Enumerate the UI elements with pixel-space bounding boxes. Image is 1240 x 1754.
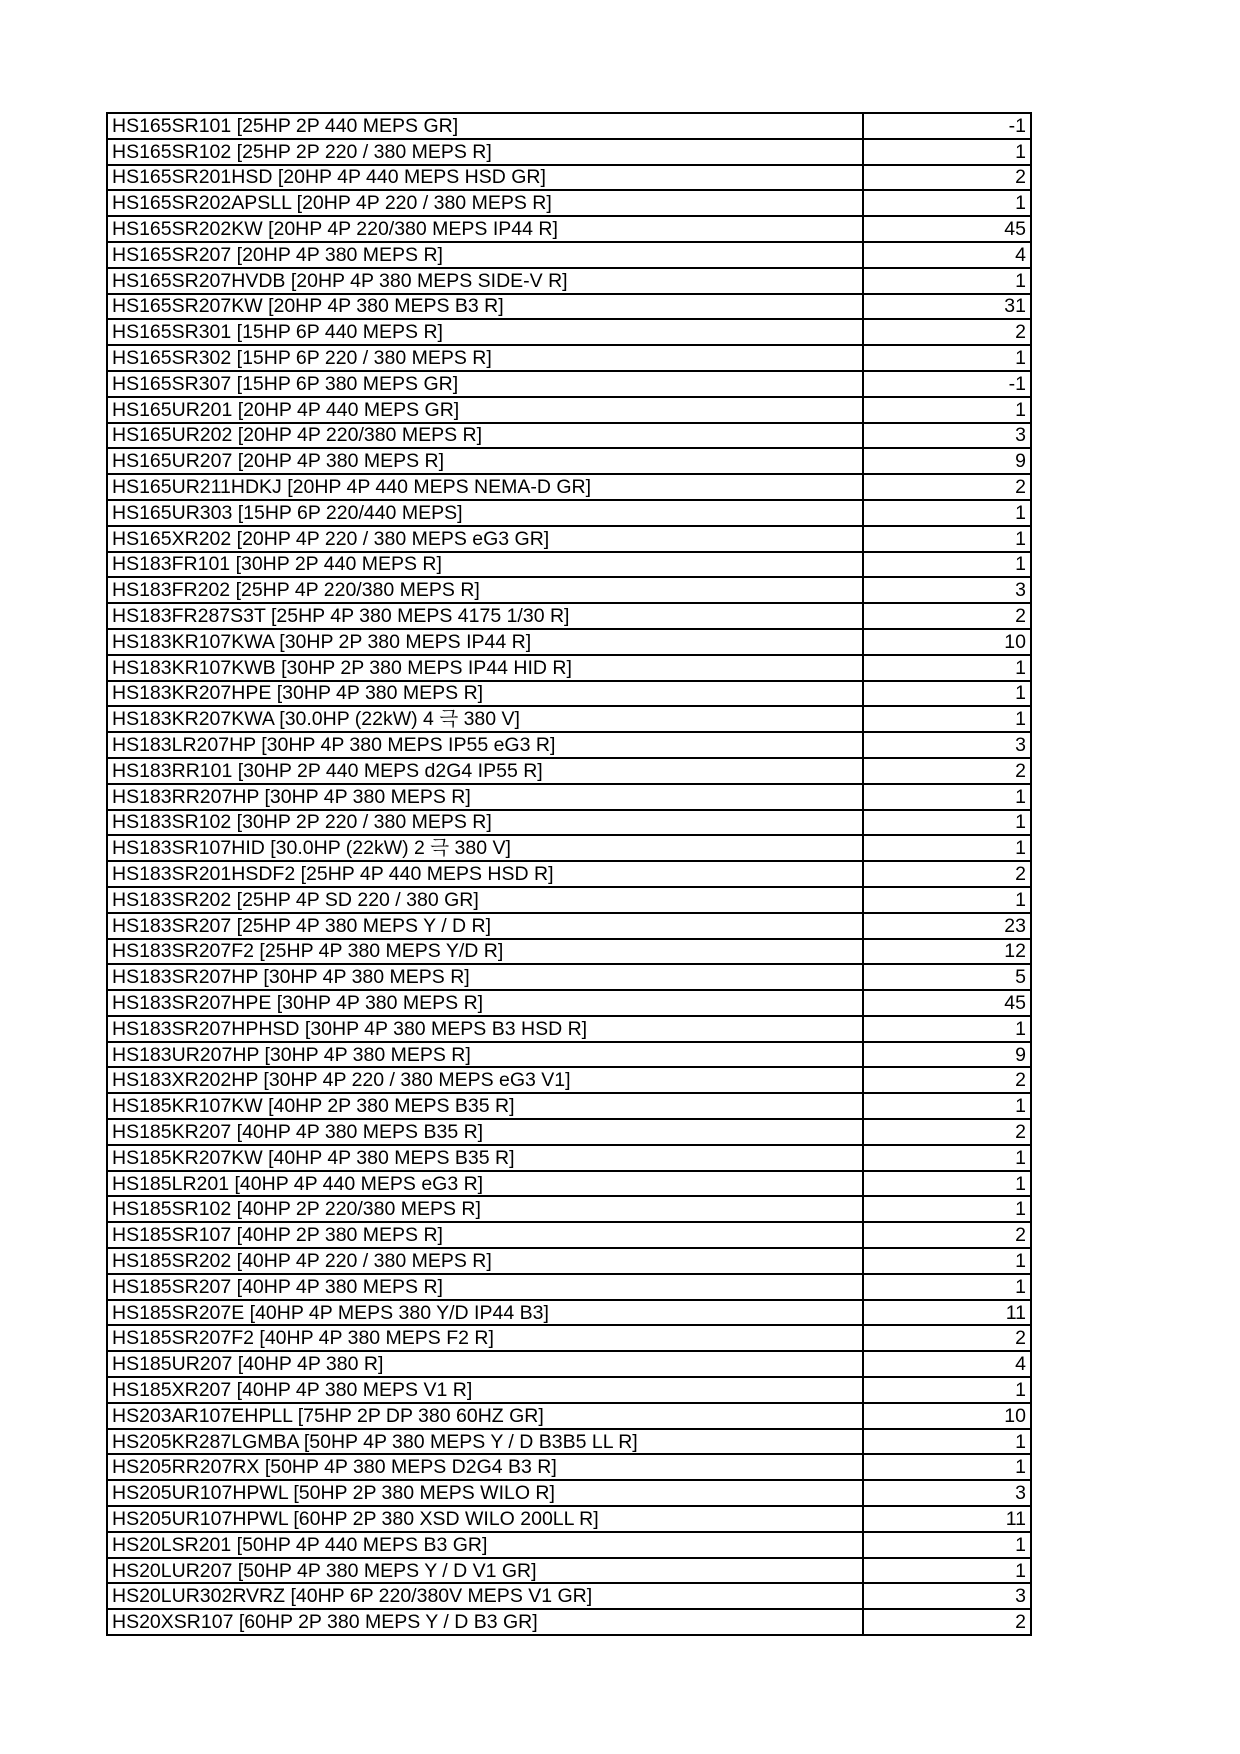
table-row: [107, 448, 1031, 474]
table-row: [107, 810, 1031, 836]
model-description-cell: HS20LUR302RVRZ [40HP 6P 220/380V MEPS V1 GR]: [107, 1583, 863, 1609]
model-description-cell: HS183SR207 [25HP 4P 380 MEPS Y / D R]: [107, 913, 863, 939]
quantity-cell: 31: [863, 294, 1031, 320]
quantity-cell: 3: [863, 1583, 1031, 1609]
model-description-cell: HS183FR202 [25HP 4P 220/380 MEPS R]: [107, 577, 863, 603]
inventory-table-body: [107, 113, 1031, 1635]
model-description-cell: HS205KR287LGMBA [50HP 4P 380 MEPS Y / D B3B5 LL R]: [107, 1429, 863, 1455]
model-description-cell: HS183KR207HPE [30HP 4P 380 MEPS R]: [107, 681, 863, 707]
model-description-cell: HS165UR207 [20HP 4P 380 MEPS R]: [107, 448, 863, 474]
table-row: [107, 474, 1031, 500]
table-row: [107, 835, 1031, 861]
model-description-cell: HS185LR201 [40HP 4P 440 MEPS eG3 R]: [107, 1171, 863, 1197]
quantity-cell: 1: [863, 1093, 1031, 1119]
model-description-cell: HS183UR207HP [30HP 4P 380 MEPS R]: [107, 1042, 863, 1068]
table-row: [107, 1119, 1031, 1145]
table-row: [107, 1609, 1031, 1635]
table-row: [107, 1325, 1031, 1351]
quantity-cell: 45: [863, 990, 1031, 1016]
quantity-cell: 2: [863, 165, 1031, 191]
table-row: [107, 1351, 1031, 1377]
model-description-cell: HS165SR301 [15HP 6P 440 MEPS R]: [107, 319, 863, 345]
model-description-cell: HS165UR303 [15HP 6P 220/440 MEPS]: [107, 500, 863, 526]
model-description-cell: HS183KR107KWA [30HP 2P 380 MEPS IP44 R]: [107, 629, 863, 655]
quantity-cell: 23: [863, 913, 1031, 939]
table-row: [107, 577, 1031, 603]
model-description-cell: HS183SR207HPE [30HP 4P 380 MEPS R]: [107, 990, 863, 1016]
quantity-cell: 1: [863, 345, 1031, 371]
quantity-cell: 1: [863, 397, 1031, 423]
quantity-cell: 1: [863, 1274, 1031, 1300]
quantity-cell: 1: [863, 655, 1031, 681]
model-description-cell: HS20XSR107 [60HP 2P 380 MEPS Y / D B3 GR]: [107, 1609, 863, 1635]
quantity-cell: 11: [863, 1506, 1031, 1532]
quantity-cell: 3: [863, 1480, 1031, 1506]
table-row: [107, 758, 1031, 784]
table-row: [107, 1558, 1031, 1584]
table-row: [107, 732, 1031, 758]
quantity-cell: 3: [863, 423, 1031, 449]
quantity-cell: 1: [863, 810, 1031, 836]
table-row: [107, 990, 1031, 1016]
model-description-cell: HS183SR201HSDF2 [25HP 4P 440 MEPS HSD R]: [107, 861, 863, 887]
table-row: [107, 913, 1031, 939]
model-description-cell: HS183SR207F2 [25HP 4P 380 MEPS Y/D R]: [107, 939, 863, 965]
quantity-cell: 12: [863, 939, 1031, 965]
quantity-cell: -1: [863, 113, 1031, 139]
table-row: [107, 1016, 1031, 1042]
quantity-cell: 1: [863, 1429, 1031, 1455]
quantity-cell: 1: [863, 1558, 1031, 1584]
quantity-cell: -1: [863, 371, 1031, 397]
table-row: [107, 268, 1031, 294]
model-description-cell: HS165SR207 [20HP 4P 380 MEPS R]: [107, 242, 863, 268]
model-description-cell: HS20LUR207 [50HP 4P 380 MEPS Y / D V1 GR]: [107, 1558, 863, 1584]
model-description-cell: HS205RR207RX [50HP 4P 380 MEPS D2G4 B3 R]: [107, 1454, 863, 1480]
quantity-cell: 1: [863, 706, 1031, 732]
quantity-cell: 2: [863, 319, 1031, 345]
table-row: [107, 1067, 1031, 1093]
table-row: [107, 1093, 1031, 1119]
model-description-cell: HS185UR207 [40HP 4P 380 R]: [107, 1351, 863, 1377]
table-row: [107, 1583, 1031, 1609]
inventory-sheet: [106, 112, 1030, 1636]
quantity-cell: 3: [863, 732, 1031, 758]
model-description-cell: HS183XR202HP [30HP 4P 220 / 380 MEPS eG3 V1]: [107, 1067, 863, 1093]
table-row: [107, 397, 1031, 423]
model-description-cell: HS165SR201HSD [20HP 4P 440 MEPS HSD GR]: [107, 165, 863, 191]
table-row: [107, 784, 1031, 810]
table-row: [107, 500, 1031, 526]
model-description-cell: HS185KR207KW [40HP 4P 380 MEPS B35 R]: [107, 1145, 863, 1171]
quantity-cell: 4: [863, 1351, 1031, 1377]
model-description-cell: HS205UR107HPWL [50HP 2P 380 MEPS WILO R]: [107, 1480, 863, 1506]
model-description-cell: HS165SR202APSLL [20HP 4P 220 / 380 MEPS R]: [107, 190, 863, 216]
table-row: [107, 294, 1031, 320]
quantity-cell: 2: [863, 758, 1031, 784]
model-description-cell: HS165UR201 [20HP 4P 440 MEPS GR]: [107, 397, 863, 423]
quantity-cell: 1: [863, 681, 1031, 707]
table-row: [107, 139, 1031, 165]
quantity-cell: 1: [863, 1171, 1031, 1197]
model-description-cell: HS185SR207F2 [40HP 4P 380 MEPS F2 R]: [107, 1325, 863, 1351]
table-row: [107, 552, 1031, 578]
table-row: [107, 1454, 1031, 1480]
table-row: [107, 216, 1031, 242]
quantity-cell: 5: [863, 964, 1031, 990]
table-row: [107, 1145, 1031, 1171]
model-description-cell: HS185SR202 [40HP 4P 220 / 380 MEPS R]: [107, 1248, 863, 1274]
table-row: [107, 861, 1031, 887]
table-row: [107, 706, 1031, 732]
model-description-cell: HS185SR102 [40HP 2P 220/380 MEPS R]: [107, 1196, 863, 1222]
table-row: [107, 1248, 1031, 1274]
model-description-cell: HS165SR307 [15HP 6P 380 MEPS GR]: [107, 371, 863, 397]
quantity-cell: 45: [863, 216, 1031, 242]
model-description-cell: HS165SR302 [15HP 6P 220 / 380 MEPS R]: [107, 345, 863, 371]
quantity-cell: 2: [863, 1067, 1031, 1093]
quantity-cell: 1: [863, 887, 1031, 913]
model-description-cell: HS185KR207 [40HP 4P 380 MEPS B35 R]: [107, 1119, 863, 1145]
model-description-cell: HS183SR207HPHSD [30HP 4P 380 MEPS B3 HSD R]: [107, 1016, 863, 1042]
table-row: [107, 1377, 1031, 1403]
quantity-cell: 1: [863, 1248, 1031, 1274]
quantity-cell: 1: [863, 1016, 1031, 1042]
quantity-cell: 2: [863, 474, 1031, 500]
model-description-cell: HS185SR107 [40HP 2P 380 MEPS R]: [107, 1222, 863, 1248]
quantity-cell: 1: [863, 1196, 1031, 1222]
table-row: [107, 190, 1031, 216]
table-row: [107, 1300, 1031, 1326]
quantity-cell: 3: [863, 577, 1031, 603]
quantity-cell: 1: [863, 1532, 1031, 1558]
quantity-cell: 10: [863, 1403, 1031, 1429]
quantity-cell: 1: [863, 1377, 1031, 1403]
quantity-cell: 1: [863, 500, 1031, 526]
model-description-cell: HS183RR101 [30HP 2P 440 MEPS d2G4 IP55 R]: [107, 758, 863, 784]
table-row: [107, 113, 1031, 139]
quantity-cell: 2: [863, 1325, 1031, 1351]
model-description-cell: HS165SR207KW [20HP 4P 380 MEPS B3 R]: [107, 294, 863, 320]
quantity-cell: 4: [863, 242, 1031, 268]
table-row: [107, 1171, 1031, 1197]
quantity-cell: 1: [863, 552, 1031, 578]
table-row: [107, 371, 1031, 397]
model-description-cell: HS165SR202KW [20HP 4P 220/380 MEPS IP44 R]: [107, 216, 863, 242]
quantity-cell: 1: [863, 268, 1031, 294]
model-description-cell: HS185KR107KW [40HP 2P 380 MEPS B35 R]: [107, 1093, 863, 1119]
inventory-table: [106, 112, 1032, 1636]
table-row: [107, 629, 1031, 655]
model-description-cell: HS185SR207E [40HP 4P MEPS 380 Y/D IP44 B3]: [107, 1300, 863, 1326]
quantity-cell: 9: [863, 448, 1031, 474]
table-row: [107, 603, 1031, 629]
table-row: [107, 1532, 1031, 1558]
model-description-cell: HS183FR287S3T [25HP 4P 380 MEPS 4175 1/30 R]: [107, 603, 863, 629]
table-row: [107, 681, 1031, 707]
table-row: [107, 423, 1031, 449]
quantity-cell: 11: [863, 1300, 1031, 1326]
model-description-cell: HS183SR207HP [30HP 4P 380 MEPS R]: [107, 964, 863, 990]
model-description-cell: HS183SR107HID [30.0HP (22kW) 2 극 380 V]: [107, 835, 863, 861]
table-row: [107, 1403, 1031, 1429]
quantity-cell: 2: [863, 603, 1031, 629]
table-row: [107, 964, 1031, 990]
model-description-cell: HS165SR102 [25HP 2P 220 / 380 MEPS R]: [107, 139, 863, 165]
model-description-cell: HS20LSR201 [50HP 4P 440 MEPS B3 GR]: [107, 1532, 863, 1558]
quantity-cell: 2: [863, 1222, 1031, 1248]
table-row: [107, 1429, 1031, 1455]
quantity-cell: 9: [863, 1042, 1031, 1068]
model-description-cell: HS183KR107KWB [30HP 2P 380 MEPS IP44 HID R]: [107, 655, 863, 681]
model-description-cell: HS165SR207HVDB [20HP 4P 380 MEPS SIDE-V R]: [107, 268, 863, 294]
model-description-cell: HS205UR107HPWL [60HP 2P 380 XSD WILO 200LL R]: [107, 1506, 863, 1532]
model-description-cell: HS203AR107EHPLL [75HP 2P DP 380 60HZ GR]: [107, 1403, 863, 1429]
quantity-cell: 2: [863, 1119, 1031, 1145]
quantity-cell: 2: [863, 1609, 1031, 1635]
model-description-cell: HS183SR202 [25HP 4P SD 220 / 380 GR]: [107, 887, 863, 913]
model-description-cell: HS183SR102 [30HP 2P 220 / 380 MEPS R]: [107, 810, 863, 836]
table-row: [107, 165, 1031, 191]
model-description-cell: HS183LR207HP [30HP 4P 380 MEPS IP55 eG3 R]: [107, 732, 863, 758]
table-row: [107, 1480, 1031, 1506]
table-row: [107, 345, 1031, 371]
quantity-cell: 1: [863, 526, 1031, 552]
quantity-cell: 10: [863, 629, 1031, 655]
table-row: [107, 526, 1031, 552]
model-description-cell: HS183KR207KWA [30.0HP (22kW) 4 극 380 V]: [107, 706, 863, 732]
table-row: [107, 1196, 1031, 1222]
model-description-cell: HS185XR207 [40HP 4P 380 MEPS V1 R]: [107, 1377, 863, 1403]
table-row: [107, 939, 1031, 965]
model-description-cell: HS165XR202 [20HP 4P 220 / 380 MEPS eG3 GR]: [107, 526, 863, 552]
model-description-cell: HS185SR207 [40HP 4P 380 MEPS R]: [107, 1274, 863, 1300]
model-description-cell: HS165SR101 [25HP 2P 440 MEPS GR]: [107, 113, 863, 139]
quantity-cell: 1: [863, 1454, 1031, 1480]
quantity-cell: 1: [863, 784, 1031, 810]
quantity-cell: 1: [863, 190, 1031, 216]
table-row: [107, 319, 1031, 345]
model-description-cell: HS183RR207HP [30HP 4P 380 MEPS R]: [107, 784, 863, 810]
table-row: [107, 887, 1031, 913]
table-row: [107, 242, 1031, 268]
quantity-cell: 2: [863, 861, 1031, 887]
table-row: [107, 1274, 1031, 1300]
model-description-cell: HS165UR202 [20HP 4P 220/380 MEPS R]: [107, 423, 863, 449]
table-row: [107, 1506, 1031, 1532]
quantity-cell: 1: [863, 139, 1031, 165]
model-description-cell: HS165UR211HDKJ [20HP 4P 440 MEPS NEMA-D GR]: [107, 474, 863, 500]
table-row: [107, 1042, 1031, 1068]
quantity-cell: 1: [863, 1145, 1031, 1171]
table-row: [107, 655, 1031, 681]
quantity-cell: 1: [863, 835, 1031, 861]
table-row: [107, 1222, 1031, 1248]
model-description-cell: HS183FR101 [30HP 2P 440 MEPS R]: [107, 552, 863, 578]
